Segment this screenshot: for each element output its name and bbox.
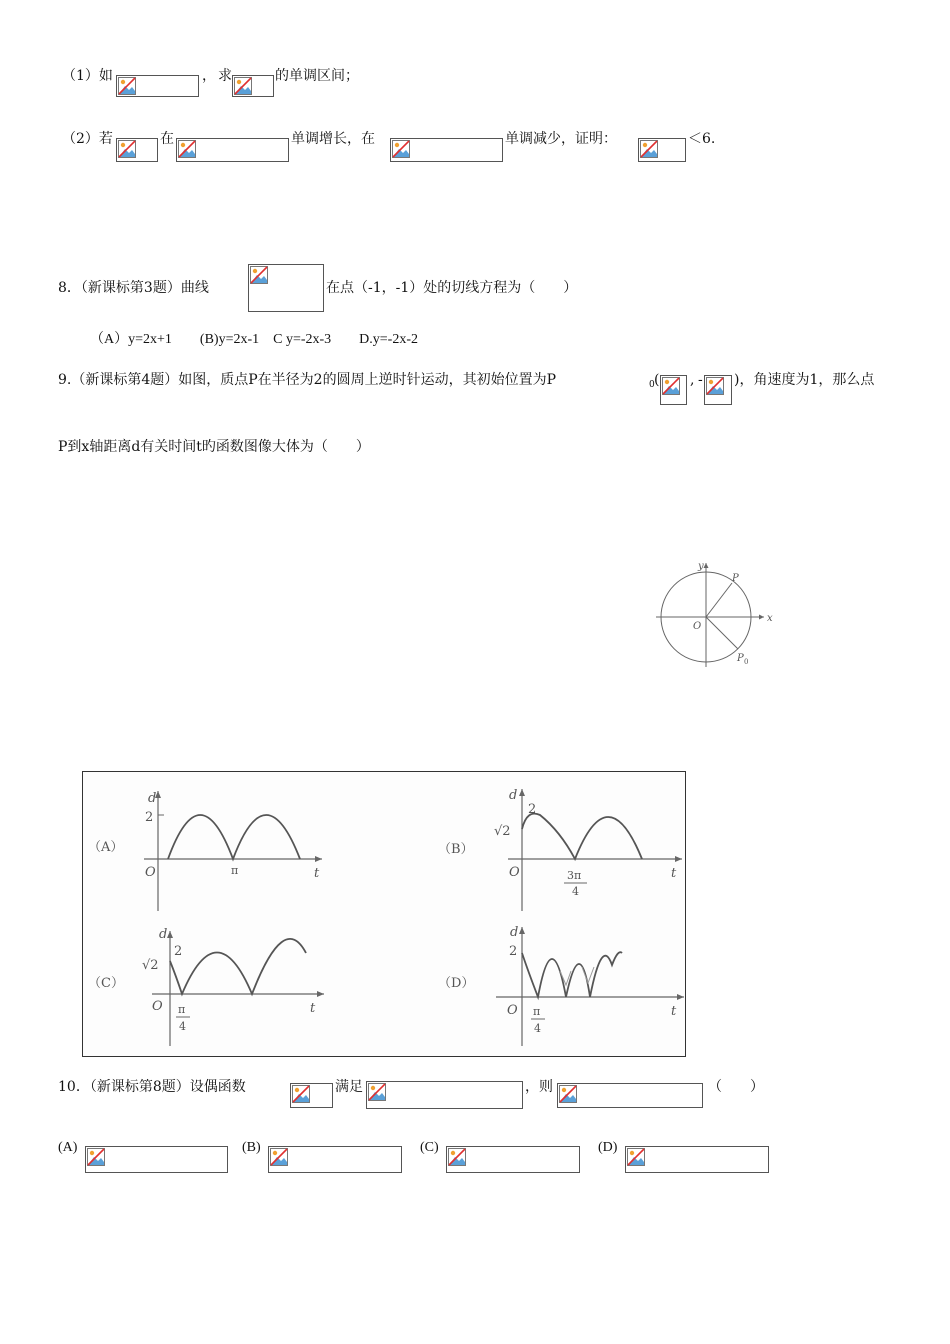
q10-tail: （ ） — [708, 1079, 764, 1095]
image-placeholder-icon — [559, 1085, 577, 1103]
formula-image — [176, 138, 289, 162]
graph-d-label: （D） — [438, 976, 475, 991]
formula-image — [248, 264, 324, 312]
graph-d-ytick: 2 — [509, 944, 518, 959]
graph-b-t-label: t — [671, 866, 677, 881]
q10-choice-c: (C) — [420, 1140, 439, 1155]
q9-minus: - — [698, 372, 703, 388]
q10-head: 10．（新课标第8题）设偶函数 — [58, 1079, 246, 1095]
part2-dec: 单调减少，证明： — [505, 131, 617, 147]
origin-label: O — [693, 621, 702, 632]
image-placeholder-icon — [270, 1148, 288, 1166]
formula-image — [557, 1083, 703, 1108]
q10-choice-b: (B) — [242, 1140, 261, 1155]
formula-image — [446, 1146, 580, 1173]
graph-b-xtick-den: 4 — [572, 885, 579, 898]
point-p0-label: P — [737, 653, 744, 664]
formula-image — [290, 1083, 333, 1108]
graph-a-d-label: d — [148, 791, 157, 806]
q9-head: 9.（新课标第4题）如图，质点P在半径为2的圆周上逆时针运动，其初始位置为P — [58, 372, 557, 388]
graph-d-t-label: t — [671, 1004, 677, 1019]
formula-image — [660, 375, 687, 405]
graph-c-xtick-num: π — [178, 1003, 186, 1016]
axis-y-label: y — [698, 561, 704, 572]
image-placeholder-icon — [392, 140, 410, 158]
graph-c-xtick-den: 4 — [179, 1020, 186, 1033]
formula-image — [366, 1081, 523, 1109]
graph-a-label: （A） — [88, 840, 124, 855]
image-placeholder-icon — [706, 377, 724, 395]
formula-image — [232, 75, 274, 97]
graph-c-d-label: d — [159, 927, 168, 942]
graph-a-xtick: π — [231, 864, 239, 877]
formula-image — [85, 1146, 228, 1173]
formula-image — [704, 375, 732, 405]
part1-ask: 求 — [218, 68, 232, 84]
graph-d-xtick-den: 4 — [534, 1022, 541, 1035]
q9-paren-open: ( — [654, 372, 660, 388]
formula-image — [390, 138, 503, 162]
answer-graphs-figure — [82, 771, 687, 1058]
graph-b-ytick1: 2 — [528, 802, 537, 817]
q9-line2: P到x轴距离d有关时间t旳函数图像大体为（ ） — [58, 439, 370, 455]
q10-choice-a: (A) — [58, 1140, 78, 1155]
image-placeholder-icon — [178, 140, 196, 158]
part1-comma: ， — [202, 68, 216, 84]
point-p-label: P — [732, 573, 739, 584]
q8-choices: （A）y=2x+1 (B)y=2x-1 C y=-2x-3 D.y=-2x-2 — [90, 332, 419, 347]
graph-c-t-label: t — [310, 1001, 316, 1016]
q10-choice-d: (D) — [598, 1140, 618, 1155]
q8-head: 8．（新课标第3题）曲线 — [58, 280, 209, 296]
image-placeholder-icon — [87, 1148, 105, 1166]
formula-image — [268, 1146, 402, 1173]
graph-a-t-label: t — [314, 866, 320, 881]
q9-sub0: 0 — [649, 380, 655, 390]
graph-b-origin: O — [509, 865, 520, 880]
formula-image — [116, 138, 158, 162]
image-placeholder-icon — [250, 266, 268, 284]
graph-d-origin: O — [507, 1003, 518, 1018]
graph-b-label: （B） — [438, 842, 474, 857]
part2-at: 在 — [160, 131, 174, 147]
image-placeholder-icon — [292, 1085, 310, 1103]
image-placeholder-icon — [640, 140, 658, 158]
graph-c-ytick2: √2 — [142, 958, 159, 973]
graph-a-origin: O — [145, 865, 156, 880]
graph-b-ytick2: √2 — [494, 824, 511, 839]
image-placeholder-icon — [627, 1148, 645, 1166]
q9-tail: )，角速度为1，那么点 — [734, 372, 875, 388]
graphs-frame — [83, 772, 686, 1057]
formula-image — [116, 75, 199, 97]
graph-d-d-label: d — [510, 925, 519, 940]
image-placeholder-icon — [448, 1148, 466, 1166]
q10-mid: 满足 — [335, 1079, 363, 1095]
part1-label: （1）如 — [62, 68, 113, 84]
image-placeholder-icon — [368, 1083, 386, 1101]
point-p0-subscript: 0 — [744, 658, 749, 666]
axis-x-label: x — [767, 613, 773, 624]
graph-c-label: （C） — [88, 976, 124, 991]
image-placeholder-icon — [662, 377, 680, 395]
q8-body: 在点（-1，-1）处的切线方程为（ ） — [326, 280, 578, 296]
q9-comma: , — [690, 372, 695, 388]
graph-b-d-label: d — [509, 788, 518, 803]
part2-tail: ＜6. — [688, 131, 716, 147]
part1-tail: 的单调区间； — [275, 68, 359, 84]
image-placeholder-icon — [118, 140, 136, 158]
formula-image — [638, 138, 686, 162]
q10-then: ，则 — [525, 1079, 553, 1095]
graph-d-xtick-num: π — [533, 1005, 541, 1018]
graph-a-ytick: 2 — [145, 810, 154, 825]
graph-c-origin: O — [152, 999, 163, 1014]
unit-circle-figure — [650, 555, 780, 670]
formula-image — [625, 1146, 769, 1173]
graph-b-xtick-num: 3π — [567, 869, 582, 882]
image-placeholder-icon — [118, 77, 136, 95]
graph-c-ytick1: 2 — [174, 944, 183, 959]
part2-inc: 单调增长，在 — [291, 131, 375, 147]
part2-label: （2）若 — [62, 131, 113, 147]
image-placeholder-icon — [234, 77, 252, 95]
